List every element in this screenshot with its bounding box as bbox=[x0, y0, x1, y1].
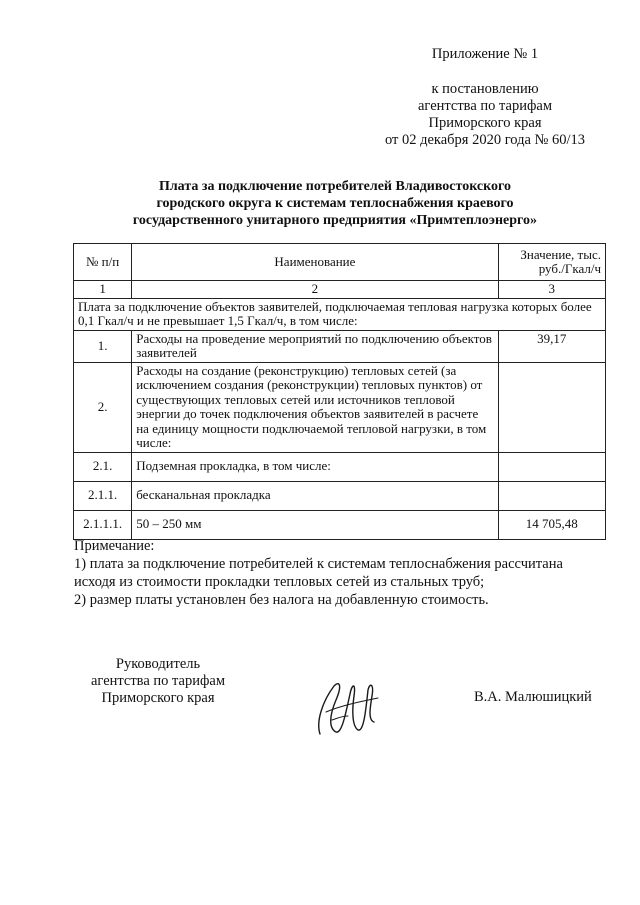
row-name: Подземная прокладка, в том числе: bbox=[132, 452, 498, 481]
row-name: 50 – 250 мм bbox=[132, 510, 498, 539]
row-number: 2. bbox=[74, 362, 132, 452]
notes-block bbox=[74, 537, 604, 609]
signer-position-line: агентства по тарифам bbox=[91, 673, 225, 689]
appendix-line: агентства по тарифам bbox=[418, 98, 552, 114]
row-value: 39,17 bbox=[498, 330, 605, 362]
document-title bbox=[85, 178, 585, 229]
row-name: Расходы на создание (реконструкцию) тепловых сетей (за исключением создания (реконструкции) тепловых пунктов) от существующих тепловых сетей или источников тепловой энергии до точек подключения объектов заявителей в расчете на единицу мощности подключаемой тепловой нагрузки, в том числе: bbox=[132, 362, 498, 452]
signer-position-line: Приморского края bbox=[101, 690, 215, 706]
document-title-line: Плата за подключение потребителей Владивостокского bbox=[158, 179, 512, 194]
appendix-line: от 02 декабря 2020 года № 60/13 bbox=[384, 132, 586, 148]
section-header: Плата за подключение объектов заявителей, подключаемая тепловая нагрузка которых более 0,1 Гкал/ч и не превышает 1,5 Гкал/ч, в том числе: bbox=[74, 298, 606, 330]
row-number: 2.1. bbox=[74, 452, 132, 481]
column-numbers-row bbox=[74, 281, 606, 299]
section-header-row bbox=[74, 298, 606, 330]
column-number: 2 bbox=[132, 281, 498, 299]
header-value: Значение, тыс. руб./Гкал/ч bbox=[498, 244, 605, 281]
row-number: 2.1.1. bbox=[74, 481, 132, 510]
row-value: 14 705,48 bbox=[498, 510, 605, 539]
signer-position-line: Руководитель bbox=[115, 656, 201, 672]
fees-table bbox=[73, 243, 606, 540]
row-value bbox=[498, 481, 605, 510]
row-number: 2.1.1.1. bbox=[74, 510, 132, 539]
row-value bbox=[498, 452, 605, 481]
row-name: бесканальная прокладка bbox=[132, 481, 498, 510]
table-row bbox=[74, 452, 606, 481]
appendix-line: к постановлению bbox=[431, 81, 539, 97]
column-number: 3 bbox=[498, 281, 605, 299]
appendix-block bbox=[380, 46, 590, 149]
table-row bbox=[74, 330, 606, 362]
appendix-line: Приморского края bbox=[428, 115, 542, 131]
row-name: Расходы на проведение мероприятий по подключению объектов заявителей bbox=[132, 330, 498, 362]
handwritten-signature bbox=[312, 672, 382, 742]
header-number: № п/п bbox=[74, 244, 132, 281]
notes-title: Примечание: bbox=[74, 538, 155, 554]
table-row bbox=[74, 481, 606, 510]
note-item: 2) размер платы установлен без налога на добавленную стоимость. bbox=[74, 592, 489, 608]
appendix-title: Приложение № 1 bbox=[431, 46, 539, 62]
signer-position bbox=[78, 656, 238, 707]
document-title-line: государственного унитарного предприятия «Примтеплоэнерго» bbox=[132, 213, 538, 228]
header-name: Наименование bbox=[132, 244, 498, 281]
table-row bbox=[74, 362, 606, 452]
row-value bbox=[498, 362, 605, 452]
table-row bbox=[74, 510, 606, 539]
note-item: 1) плата за подключение потребителей к системам теплоснабжения рассчитана исходя из стоимости прокладки тепловых сетей из стальных труб; bbox=[74, 556, 563, 590]
table-header-row bbox=[74, 244, 606, 281]
column-number: 1 bbox=[74, 281, 132, 299]
row-number: 1. bbox=[74, 330, 132, 362]
signer-name: В.А. Малюшицкий bbox=[474, 689, 592, 705]
document-title-line: городского округа к системам теплоснабжения краевого bbox=[156, 196, 514, 211]
